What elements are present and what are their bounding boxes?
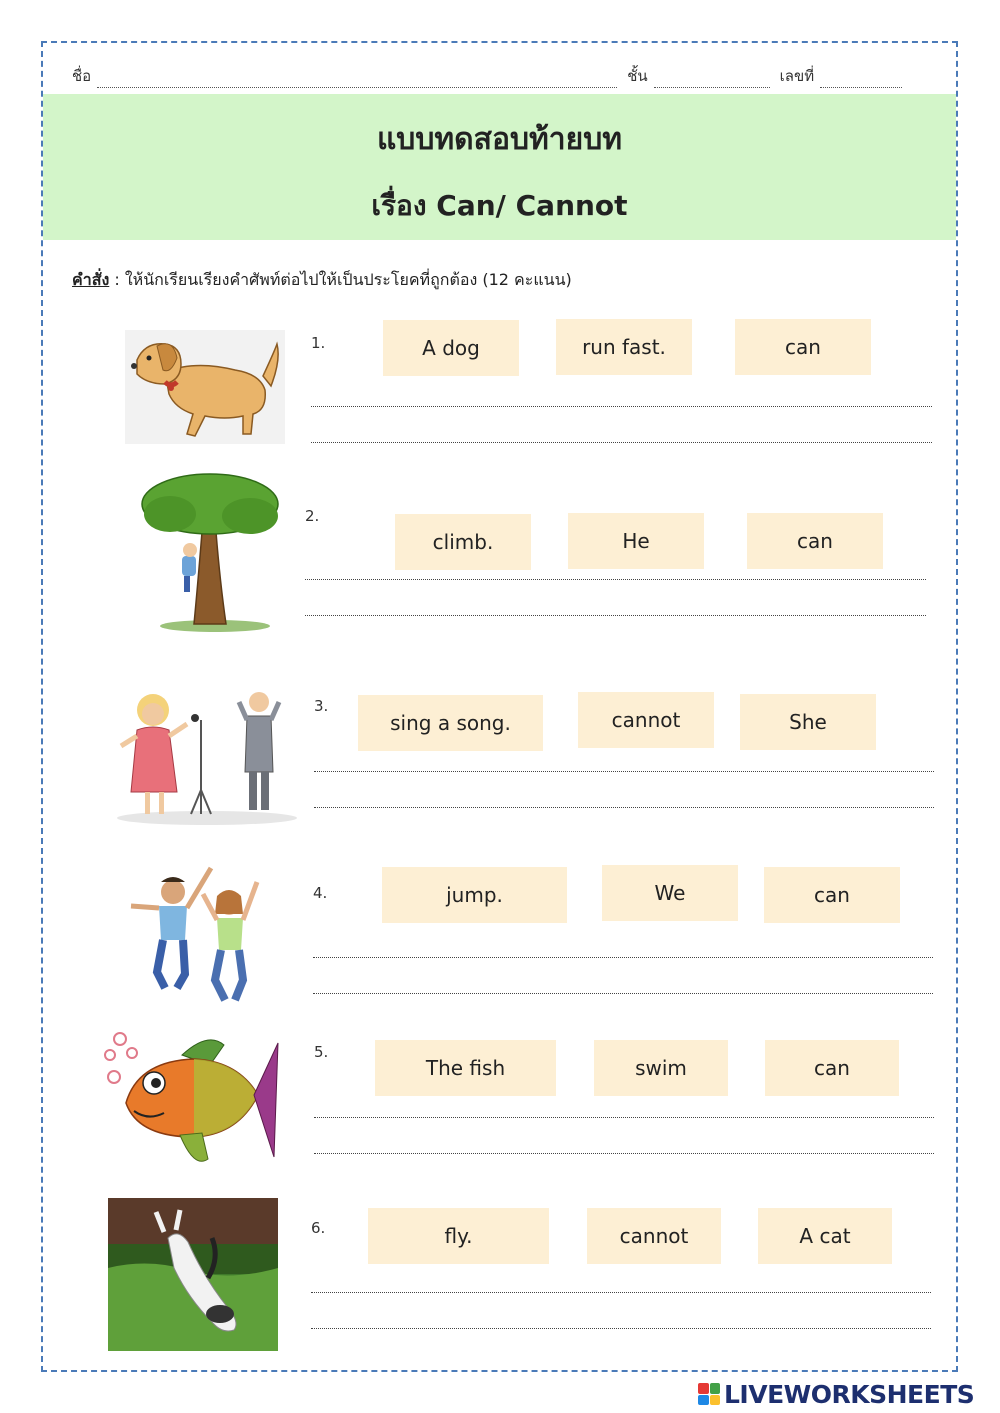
answer-line[interactable]	[314, 807, 934, 808]
instruction-text: : ให้นักเรียนเรียงคำศัพท์ต่อไปให้เป็นประโยคที่ถูกต้อง (12 คะแนน)	[109, 270, 572, 289]
fish-icon	[98, 1025, 281, 1173]
word-box[interactable]: A dog	[383, 320, 519, 376]
word-box[interactable]: cannot	[578, 692, 714, 748]
logo-mark-icon	[698, 1383, 720, 1405]
question-number: 5.	[314, 1043, 329, 1061]
brand-name: LIVEWORKSHEETS	[724, 1379, 975, 1409]
word-box[interactable]: run fast.	[556, 319, 692, 375]
answer-line[interactable]	[305, 615, 926, 616]
answer-line[interactable]	[314, 771, 934, 772]
word-box[interactable]: We	[602, 865, 738, 921]
answer-line[interactable]	[311, 442, 932, 443]
instruction-label: คำสั่ง	[72, 270, 110, 289]
name-label: ชื่อ	[72, 67, 92, 85]
answer-line[interactable]	[305, 579, 926, 580]
word-box[interactable]: cannot	[587, 1208, 721, 1264]
singing-icon	[115, 680, 300, 826]
kids-jumping-icon	[125, 862, 270, 1010]
word-box[interactable]: can	[764, 867, 900, 923]
question-number: 3.	[314, 697, 329, 715]
question-number: 1.	[311, 334, 326, 352]
answer-line[interactable]	[314, 1153, 934, 1154]
class-field[interactable]	[654, 70, 770, 88]
word-box[interactable]: fly.	[368, 1208, 549, 1264]
liveworksheets-logo[interactable]	[698, 1380, 974, 1408]
cat-photo-icon	[108, 1198, 278, 1351]
word-box[interactable]: can	[747, 513, 883, 569]
word-box[interactable]: The fish	[375, 1040, 556, 1096]
number-field[interactable]	[820, 70, 902, 88]
student-info-row	[72, 62, 917, 88]
answer-line[interactable]	[311, 406, 932, 407]
dog-icon	[125, 330, 285, 444]
title-band	[43, 94, 956, 240]
answer-line[interactable]	[314, 1117, 934, 1118]
question-number: 2.	[305, 507, 320, 525]
worksheet-subtitle: เรื่อง Can/ Cannot	[371, 189, 628, 222]
word-box[interactable]: swim	[594, 1040, 728, 1096]
instruction	[72, 268, 572, 293]
class-label: ชั้น	[627, 67, 648, 85]
answer-line[interactable]	[311, 1292, 931, 1293]
word-box[interactable]: can	[735, 319, 871, 375]
name-field[interactable]	[97, 70, 617, 88]
worksheet-title: แบบทดสอบท้ายบท	[376, 122, 623, 157]
word-box[interactable]: jump.	[382, 867, 567, 923]
question-number: 6.	[311, 1219, 326, 1237]
word-box[interactable]: can	[765, 1040, 899, 1096]
answer-line[interactable]	[311, 1328, 931, 1329]
word-box[interactable]: She	[740, 694, 876, 750]
answer-line[interactable]	[313, 993, 933, 994]
tree-climb-icon	[140, 472, 280, 634]
question-number: 4.	[313, 884, 328, 902]
number-label: เลขที่	[779, 67, 815, 85]
word-box[interactable]: He	[568, 513, 704, 569]
word-box[interactable]: sing a song.	[358, 695, 543, 751]
word-box[interactable]: climb.	[395, 514, 531, 570]
answer-line[interactable]	[313, 957, 933, 958]
word-box[interactable]: A cat	[758, 1208, 892, 1264]
